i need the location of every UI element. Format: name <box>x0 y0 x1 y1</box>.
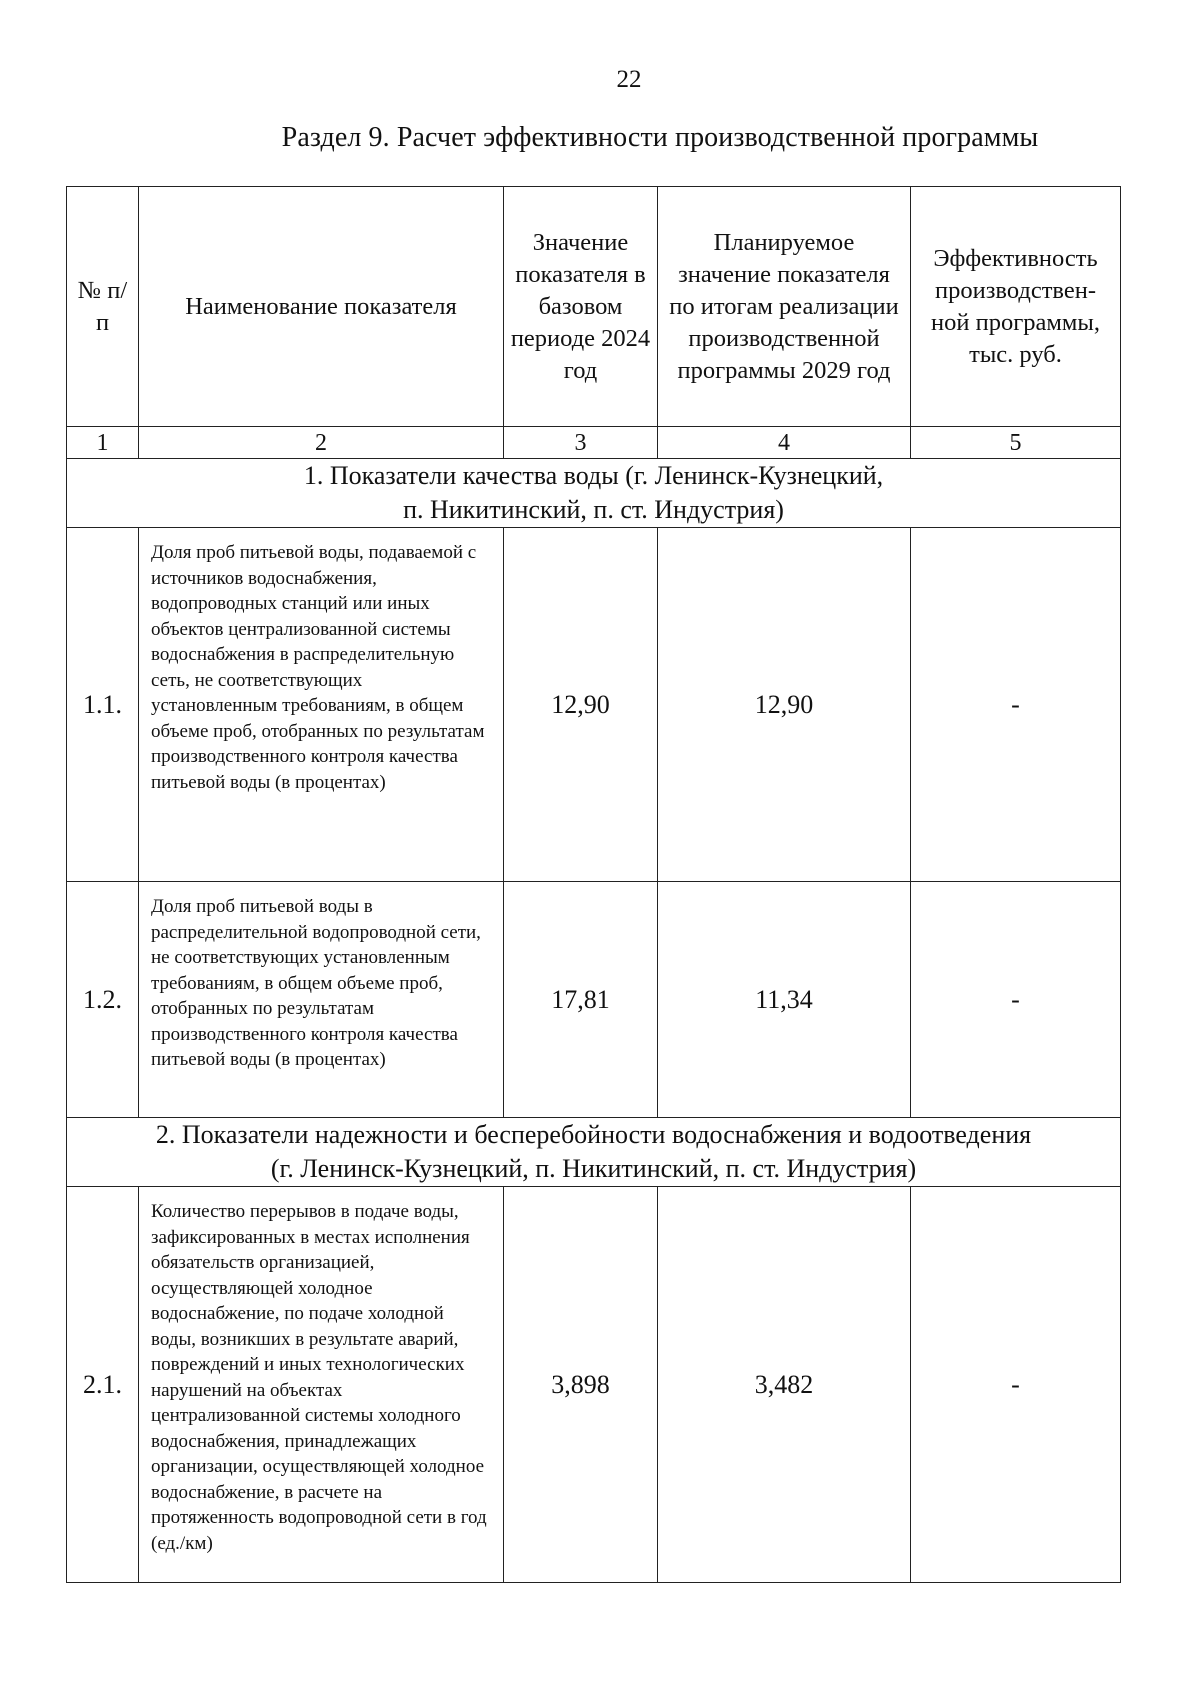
row-number: 1.2. <box>67 882 139 1118</box>
section-1-heading-row <box>67 459 1121 528</box>
planned-value: 3,482 <box>658 1187 911 1583</box>
section-1-heading-line: п. Никитинский, п. ст. Индустрия) <box>403 495 784 524</box>
section-1-heading <box>67 459 1121 528</box>
column-index-row <box>67 427 1121 459</box>
header-base-value: Значение показателя в базовом периоде 2024 год <box>504 187 658 427</box>
efficiency-value: - <box>911 528 1121 882</box>
planned-value: 12,90 <box>658 528 911 882</box>
column-index: 3 <box>504 427 658 459</box>
base-value: 3,898 <box>504 1187 658 1583</box>
efficiency-value: - <box>911 882 1121 1118</box>
planned-value: 11,34 <box>658 882 911 1118</box>
page-number: 22 <box>616 66 642 93</box>
indicator-name: Доля проб питьевой воды в распределительной водопроводной сети, не соответствующих установленным требованиям, в общем объеме проб, отобранных по результатам производственного контроля качества питьевой воды (в процентах) <box>139 882 504 1118</box>
section-2-heading-line: (г. Ленинск-Кузнецкий, п. Никитинский, п. ст. Индустрия) <box>270 1154 917 1183</box>
section-2-heading <box>67 1118 1121 1187</box>
table-header-row <box>67 187 1121 427</box>
efficiency-table <box>66 186 1121 1583</box>
efficiency-value: - <box>911 1187 1121 1583</box>
table-row <box>67 882 1121 1118</box>
column-index: 1 <box>67 427 139 459</box>
section-1-heading-line: 1. Показатели качества воды (г. Ленинск-Кузнецкий, <box>303 461 884 490</box>
table-row <box>67 528 1121 882</box>
indicator-name: Количество перерывов в подаче воды, зафиксированных в местах исполнения обязательств организацией, осуществляющей холодное водоснабжение, по подаче холодной воды, возникших в результате аварий, повреждений и иных технологических нарушений на объектах централизованной системы холодного водоснабжения, принадлежащих организации, осуществляющей холодное водоснабжение, в расчете на протяженность водопроводной сети в год (ед./км) <box>139 1187 504 1583</box>
row-number: 1.1. <box>67 528 139 882</box>
table-row <box>67 1187 1121 1583</box>
column-index: 5 <box>911 427 1121 459</box>
header-number: № п/п <box>67 187 139 427</box>
page-title: Раздел 9. Расчет эффективности производственной программы <box>281 122 1039 153</box>
section-2-heading-line: 2. Показатели надежности и бесперебойности водоснабжения и водоотведения <box>155 1120 1032 1149</box>
header-planned-value: Планируемое значение показателя по итогам реализации производственной программы 2029 год <box>658 187 911 427</box>
column-index: 4 <box>658 427 911 459</box>
indicator-name: Доля проб питьевой воды, подаваемой с источников водоснабжения, водопроводных станций или иных объектов централизованной системы водоснабжения в распределительную сеть, не соответствующих установленным требованиям, в общем объеме проб, отобранных по результатам производственного контроля качества питьевой воды (в процентах) <box>139 528 504 882</box>
column-index: 2 <box>139 427 504 459</box>
row-number: 2.1. <box>67 1187 139 1583</box>
section-2-heading-row <box>67 1118 1121 1187</box>
base-value: 17,81 <box>504 882 658 1118</box>
header-indicator-name: Наименование показателя <box>139 187 504 427</box>
base-value: 12,90 <box>504 528 658 882</box>
header-efficiency: Эффективность производствен-ной программы, тыс. руб. <box>911 187 1121 427</box>
